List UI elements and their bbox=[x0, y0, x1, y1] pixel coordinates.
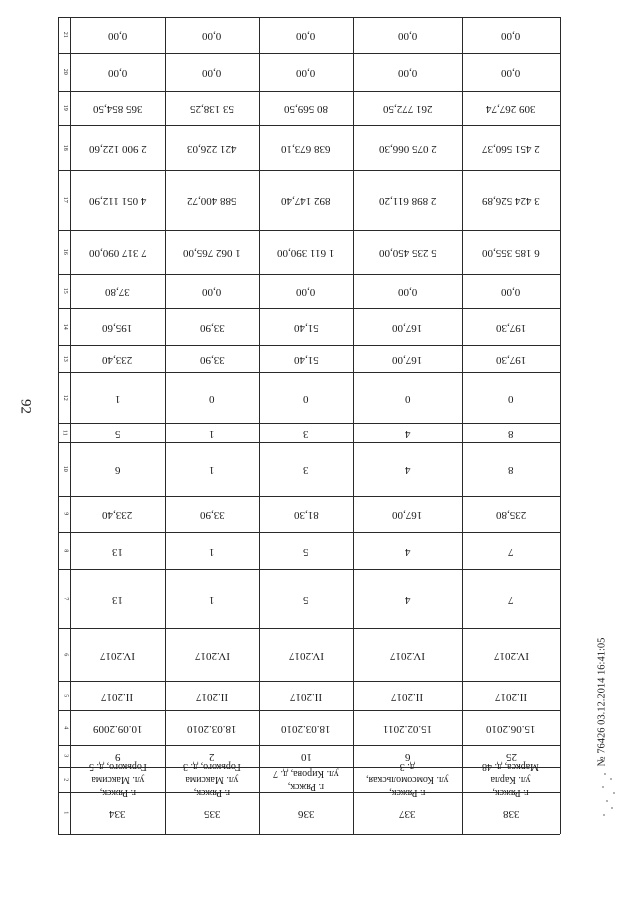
column-number bbox=[58, 792, 70, 834]
table-cell bbox=[165, 532, 259, 569]
column-number-text: 19 bbox=[61, 105, 68, 111]
table-cell bbox=[353, 230, 462, 274]
cell-value: 81,30 bbox=[293, 508, 319, 521]
table-cell bbox=[353, 761, 462, 798]
cell-value: II.2017 bbox=[494, 690, 528, 703]
cell-value: 167,00 bbox=[392, 321, 423, 334]
column-number bbox=[58, 53, 70, 91]
cell-value: 0,00 bbox=[202, 29, 222, 42]
table-cell bbox=[259, 125, 353, 170]
table-cell bbox=[462, 745, 560, 767]
cell-value: 15.02.2011 bbox=[382, 722, 433, 735]
table-cell bbox=[462, 710, 560, 745]
cell-value: 365 854,50 bbox=[92, 102, 143, 115]
table-cell bbox=[259, 372, 353, 423]
column-number bbox=[58, 423, 70, 442]
table-cell bbox=[70, 274, 165, 308]
cell-value: 1 062 765,00 bbox=[183, 246, 241, 259]
cell-value: 8 bbox=[508, 427, 514, 440]
column-number bbox=[58, 372, 70, 423]
cell-value: 4 bbox=[404, 545, 411, 558]
table-cell bbox=[462, 628, 560, 681]
column-number bbox=[58, 91, 70, 125]
cell-value: 0,00 bbox=[107, 29, 128, 42]
cell-value: 261 772,50 bbox=[382, 102, 433, 115]
scan-dot bbox=[604, 773, 606, 775]
table-cell bbox=[165, 274, 259, 308]
cell-value: 1 611 390,00 bbox=[277, 246, 335, 259]
column-number bbox=[58, 274, 70, 308]
table-cell bbox=[259, 17, 353, 53]
table-cell bbox=[259, 91, 353, 125]
cell-value: 0,00 bbox=[397, 285, 418, 298]
cell-value: г. Ряжск, ул. Максима Горького, д. 3 bbox=[183, 761, 241, 798]
table-cell bbox=[259, 345, 353, 372]
table-cell bbox=[353, 569, 462, 628]
cell-value: 1 bbox=[114, 392, 121, 405]
column-number-text: 8 bbox=[61, 549, 68, 552]
cell-value: 6 185 355,00 bbox=[482, 246, 540, 259]
cell-value: 0,00 bbox=[296, 29, 316, 42]
table-cell bbox=[353, 125, 462, 170]
cell-value: 7 bbox=[508, 545, 514, 558]
column-number-text: 14 bbox=[61, 323, 68, 330]
cell-value: 80 569,50 bbox=[284, 102, 328, 115]
table-cell bbox=[70, 308, 165, 345]
table-cell bbox=[462, 569, 560, 628]
scan-marks bbox=[600, 770, 620, 820]
table-cell bbox=[259, 423, 353, 442]
column-number-text: 2 bbox=[61, 778, 68, 781]
cell-value: 2 bbox=[209, 750, 215, 763]
table-cell bbox=[70, 91, 165, 125]
column-number-text: 10 bbox=[61, 466, 68, 472]
table-cell bbox=[353, 532, 462, 569]
table-cell bbox=[70, 170, 165, 230]
cell-value: 25 bbox=[505, 750, 517, 763]
table-cell bbox=[353, 170, 462, 230]
cell-value: 335 bbox=[203, 807, 221, 820]
cell-value: 0 bbox=[508, 392, 514, 405]
table-cell bbox=[353, 628, 462, 681]
cell-value: 0,00 bbox=[397, 29, 418, 42]
cell-value: 33,90 bbox=[199, 508, 225, 521]
column-number bbox=[58, 745, 70, 767]
column-number bbox=[58, 345, 70, 372]
table-cell bbox=[353, 681, 462, 710]
table-cell bbox=[165, 569, 259, 628]
cell-value: 4 bbox=[404, 427, 411, 440]
cell-value: 53 138,25 bbox=[190, 102, 234, 115]
table-cell bbox=[462, 532, 560, 569]
column-number-text: 1 bbox=[61, 811, 68, 815]
scan-dot bbox=[603, 814, 605, 816]
cell-value: 5 bbox=[114, 427, 121, 440]
table-cell bbox=[259, 710, 353, 745]
column-number bbox=[58, 230, 70, 274]
cell-value: 6 bbox=[404, 750, 411, 763]
cell-value: 3 bbox=[303, 427, 309, 440]
cell-value: 6 bbox=[114, 463, 121, 476]
cell-value: 235,80 bbox=[495, 508, 527, 521]
scan-dot bbox=[613, 792, 615, 794]
table-cell bbox=[259, 274, 353, 308]
column-number bbox=[58, 710, 70, 745]
column-number bbox=[58, 681, 70, 710]
table-cell bbox=[165, 423, 259, 442]
cell-value: 9 bbox=[114, 750, 121, 763]
column-number-text: 3 bbox=[61, 754, 68, 758]
cell-value: 588 400,72 bbox=[187, 194, 237, 207]
table-cell bbox=[165, 372, 259, 423]
cell-value: 0,00 bbox=[501, 66, 521, 79]
table-cell bbox=[70, 745, 165, 767]
scan-dot bbox=[602, 786, 604, 788]
table-cell bbox=[70, 496, 165, 532]
table-cell bbox=[462, 53, 560, 91]
cell-value: 7 317 090,00 bbox=[88, 246, 147, 259]
table-cell bbox=[353, 710, 462, 745]
column-number bbox=[58, 170, 70, 230]
cell-value: 13 bbox=[112, 545, 123, 558]
table-cell bbox=[70, 442, 165, 496]
table-cell bbox=[70, 345, 165, 372]
table-cell bbox=[353, 372, 462, 423]
table-cell bbox=[165, 745, 259, 767]
column-number bbox=[58, 628, 70, 681]
column-number bbox=[58, 767, 70, 792]
cell-value: 5 bbox=[303, 593, 309, 606]
table-cell bbox=[462, 308, 560, 345]
table-cell bbox=[259, 532, 353, 569]
table-cell bbox=[353, 308, 462, 345]
table-cell bbox=[165, 17, 259, 53]
column-number-text: 16 bbox=[61, 249, 68, 255]
table-cell bbox=[462, 17, 560, 53]
column-number-text: 21 bbox=[61, 32, 68, 38]
cell-value: г. Ряжск, ул. Комсомольская, д. 3 bbox=[366, 761, 449, 798]
cell-value: II.2017 bbox=[195, 690, 229, 703]
table-cell bbox=[462, 681, 560, 710]
cell-value: 0 bbox=[303, 392, 309, 405]
cell-value: 33,90 bbox=[199, 353, 225, 366]
cell-value: 1 bbox=[209, 593, 215, 606]
table-cell bbox=[259, 442, 353, 496]
table-cell bbox=[462, 170, 560, 230]
registration-stamp bbox=[592, 622, 612, 782]
table-cell bbox=[70, 17, 165, 53]
cell-value: 18.03.2010 bbox=[187, 722, 237, 735]
cell-value: IV.2017 bbox=[194, 649, 230, 662]
cell-value: 334 bbox=[109, 807, 126, 820]
table-cell bbox=[259, 170, 353, 230]
cell-value: 0,00 bbox=[296, 66, 316, 79]
table-cell bbox=[70, 53, 165, 91]
table-rule bbox=[58, 834, 560, 835]
table-cell bbox=[462, 761, 560, 798]
table-cell bbox=[70, 710, 165, 745]
table-rule bbox=[560, 17, 561, 834]
column-number bbox=[58, 442, 70, 496]
cell-value: 0,00 bbox=[397, 66, 418, 79]
table-cell bbox=[165, 496, 259, 532]
cell-value: 309 267,74 bbox=[486, 102, 536, 115]
table-cell bbox=[70, 681, 165, 710]
data-table bbox=[58, 17, 560, 834]
table-cell bbox=[165, 710, 259, 745]
cell-value: 33,90 bbox=[199, 321, 225, 334]
table-cell bbox=[70, 125, 165, 170]
column-number bbox=[58, 569, 70, 628]
table-cell bbox=[353, 91, 462, 125]
table-cell bbox=[353, 745, 462, 767]
cell-value: 337 bbox=[399, 807, 416, 820]
column-number bbox=[58, 496, 70, 532]
cell-value: 7 bbox=[508, 593, 514, 606]
column-number bbox=[58, 532, 70, 569]
cell-value: г. Ряжск, ул. Карла Маркса, д. 48 bbox=[482, 761, 540, 798]
cell-value: 167,00 bbox=[392, 508, 423, 521]
table-cell bbox=[259, 681, 353, 710]
cell-value: 8 bbox=[508, 463, 514, 476]
column-number-text: 5 bbox=[61, 694, 68, 697]
table-cell bbox=[165, 345, 259, 372]
cell-value: 0 bbox=[209, 392, 215, 405]
cell-value: 37,80 bbox=[105, 285, 130, 298]
column-number-text: 12 bbox=[61, 394, 68, 401]
column-number-text: 9 bbox=[61, 512, 68, 516]
column-number-text: 15 bbox=[61, 288, 68, 294]
cell-value: 167,00 bbox=[392, 353, 423, 366]
table-cell bbox=[165, 230, 259, 274]
stamp-text: № 76426 03.12.2014 16:41:05 bbox=[596, 637, 608, 767]
table-cell bbox=[259, 53, 353, 91]
cell-value: 5 bbox=[303, 545, 309, 558]
table-cell bbox=[70, 628, 165, 681]
cell-value: 4 bbox=[404, 593, 411, 606]
scan-dot bbox=[610, 778, 612, 780]
table-cell bbox=[70, 761, 165, 798]
cell-value: II.2017 bbox=[101, 690, 134, 703]
table-cell bbox=[259, 308, 353, 345]
cell-value: 2 075 066,30 bbox=[378, 142, 437, 155]
column-number-text: 18 bbox=[61, 144, 68, 151]
cell-value: 4 bbox=[404, 463, 411, 476]
column-number-text: 6 bbox=[61, 653, 68, 656]
cell-value: 18.03.2010 bbox=[281, 722, 331, 735]
column-number-text: 13 bbox=[61, 355, 68, 362]
table-cell bbox=[353, 53, 462, 91]
column-number-text: 20 bbox=[61, 69, 68, 75]
table-cell bbox=[259, 628, 353, 681]
cell-value: 3 424 526,89 bbox=[482, 194, 540, 207]
table-cell bbox=[353, 496, 462, 532]
cell-value: 4 051 112,90 bbox=[88, 194, 147, 207]
column-number bbox=[58, 125, 70, 170]
column-number bbox=[58, 308, 70, 345]
cell-value: II.2017 bbox=[391, 690, 424, 703]
table-cell bbox=[353, 17, 462, 53]
table-cell bbox=[259, 496, 353, 532]
cell-value: 10 bbox=[300, 750, 312, 763]
cell-value: 0,00 bbox=[202, 285, 222, 298]
cell-value: 197,30 bbox=[495, 321, 527, 334]
table-cell bbox=[165, 125, 259, 170]
table-cell bbox=[462, 274, 560, 308]
cell-value: 0,00 bbox=[501, 285, 521, 298]
scan-dot bbox=[606, 800, 608, 802]
table-cell bbox=[165, 442, 259, 496]
cell-value: 233,40 bbox=[102, 353, 133, 366]
table-cell bbox=[165, 761, 259, 798]
cell-value: 1 bbox=[209, 463, 215, 476]
cell-value: 13 bbox=[112, 593, 123, 606]
cell-value: 197,30 bbox=[495, 353, 527, 366]
cell-value: 3 bbox=[303, 463, 309, 476]
table-cell bbox=[70, 230, 165, 274]
cell-value: II.2017 bbox=[289, 690, 323, 703]
cell-value: 51,40 bbox=[293, 353, 319, 366]
table-cell bbox=[70, 532, 165, 569]
cell-value: 0,00 bbox=[296, 285, 316, 298]
table-cell bbox=[165, 91, 259, 125]
table-cell bbox=[259, 745, 353, 767]
table-cell bbox=[462, 496, 560, 532]
cell-value: 2 451 560,37 bbox=[482, 142, 540, 155]
table-cell bbox=[462, 91, 560, 125]
page-number: 92 bbox=[17, 399, 34, 414]
cell-value: 1 bbox=[209, 545, 215, 558]
cell-value: г. Ряжск, ул. Максима Горького, д. 5 bbox=[88, 761, 147, 798]
table-cell bbox=[462, 345, 560, 372]
table-cell bbox=[70, 372, 165, 423]
table-cell bbox=[353, 274, 462, 308]
table-cell bbox=[70, 423, 165, 442]
cell-value: 233,40 bbox=[102, 508, 133, 521]
table-cell bbox=[259, 230, 353, 274]
cell-value: 0 bbox=[404, 392, 411, 405]
cell-value: 10.09.2009 bbox=[92, 722, 143, 735]
cell-value: IV.2017 bbox=[100, 649, 135, 662]
scan-dot bbox=[611, 807, 613, 809]
cell-value: 2 900 122,60 bbox=[88, 142, 147, 155]
table-cell bbox=[462, 230, 560, 274]
column-number-text: 7 bbox=[61, 597, 68, 600]
table-cell bbox=[165, 308, 259, 345]
cell-value: 15.06.2010 bbox=[486, 722, 536, 735]
table-cell bbox=[353, 442, 462, 496]
table-cell bbox=[259, 792, 353, 834]
table-cell bbox=[165, 681, 259, 710]
column-number-text: 17 bbox=[61, 197, 68, 203]
cell-value: 638 673,10 bbox=[281, 142, 331, 155]
table-cell bbox=[165, 628, 259, 681]
cell-value: 2 898 611,20 bbox=[378, 194, 437, 207]
column-number-text: 11 bbox=[61, 429, 68, 436]
table-cell bbox=[462, 423, 560, 442]
table-cell bbox=[353, 345, 462, 372]
table-cell bbox=[462, 442, 560, 496]
table-cell bbox=[353, 423, 462, 442]
cell-value: 195,60 bbox=[102, 321, 133, 334]
cell-value: IV.2017 bbox=[390, 649, 425, 662]
column-number bbox=[58, 17, 70, 53]
cell-value: 338 bbox=[502, 807, 520, 820]
cell-value: 5 235 450,00 bbox=[378, 246, 437, 259]
cell-value: 421 226,03 bbox=[187, 142, 237, 155]
cell-value: 0,00 bbox=[202, 66, 222, 79]
cell-value: IV.2017 bbox=[288, 649, 324, 662]
column-number-text: 4 bbox=[61, 726, 68, 729]
table-cell bbox=[165, 170, 259, 230]
cell-value: 892 147,40 bbox=[281, 194, 331, 207]
cell-value: г. Ряжск, ул. Кирова, д. 7 bbox=[273, 767, 339, 792]
cell-value: 1 bbox=[209, 427, 215, 440]
table-cell bbox=[259, 569, 353, 628]
table-cell bbox=[462, 125, 560, 170]
cell-value: 336 bbox=[297, 807, 315, 820]
table-cell bbox=[259, 767, 353, 792]
cell-value: IV.2017 bbox=[493, 649, 529, 662]
table-cell bbox=[165, 53, 259, 91]
cell-value: 0,00 bbox=[501, 29, 521, 42]
table-cell bbox=[70, 569, 165, 628]
cell-value: 0,00 bbox=[107, 66, 128, 79]
cell-value: 51,40 bbox=[293, 321, 319, 334]
table-cell bbox=[462, 372, 560, 423]
